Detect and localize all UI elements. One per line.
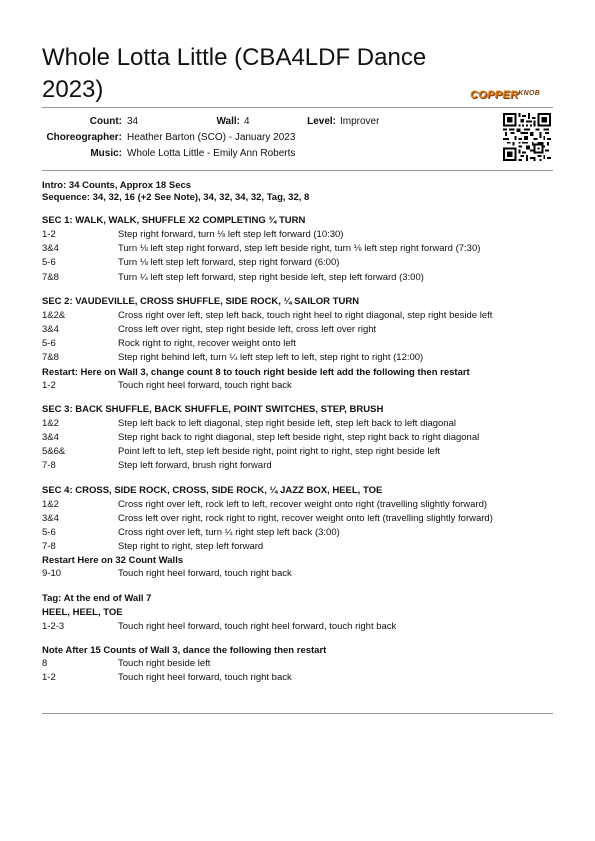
count-label: Count: [89,116,122,127]
section-1 [42,214,553,285]
tag-section [42,592,553,634]
step-row [42,242,553,256]
intro-counts: Intro: 34 Counts, Approx 18 Secs [42,180,192,191]
step-description: Rock right to right, recover weight onto left [118,338,296,350]
step-description: Step right to right, step left forward [118,541,264,553]
step-row [42,657,553,671]
step-description: Turn ¼ left step left forward, step right beside left, step left forward (3:00) [118,271,424,283]
tag-title: Tag: At the end of Wall 7 [42,592,152,604]
logo-main-text: COPPER [470,89,519,101]
section-title: SEC 2: VAUDEVILLE, CROSS SHUFFLE, SIDE ROCK, ¼ SAILOR TURN [42,295,360,307]
step-count: 8 [42,657,48,669]
step-row [42,379,553,393]
step-count: 1&2 [42,417,59,429]
step-count: 3&4 [42,324,59,336]
step-count: 3&4 [42,432,59,444]
step-row [42,417,553,431]
step-row [42,445,553,459]
step-description: Cross left over right, step right beside left, cross left over right [118,324,377,336]
step-description: Touch right heel forward, touch right heel forward, touch right back [118,620,397,632]
step-row [42,309,553,323]
step-description: Turn ⅛ left step left forward, step right forward (6:00) [118,257,340,269]
step-count: 1-2-3 [42,620,65,632]
step-count: 1-2 [42,229,56,240]
section-title: SEC 3: BACK SHUFFLE, BACK SHUFFLE, POINT SWITCHES, STEP, BRUSH [42,403,384,415]
choreographer-label: Choreographer: [46,132,122,143]
step-description: Cross right over left, step left back, touch right heel to right diagonal, step right beside left [118,309,493,321]
step-count: 7-8 [42,460,56,472]
restart-note: Restart: Here on Wall 3, change count 8 to touch right beside left add the following then restart [42,366,470,378]
section-4 [42,484,553,582]
tag-subtitle: HEEL, HEEL, TOE [42,606,123,618]
header-bottom-divider [42,170,553,171]
intro-sequence: Sequence: 34, 32, 16 (+2 See Note), 34, 32, 34, 32, Tag, 32, 8 [42,192,310,203]
step-row [42,526,553,540]
logo-sub-text: KNOB [518,90,541,97]
step-description: Cross right over left, turn ¼ right step left back (3:00) [118,527,340,539]
level-label: Level: [307,116,336,127]
page-title: Whole Lotta Little (CBA4LDF Dance 2023) [42,44,427,103]
step-count: 1-2 [42,379,56,391]
step-count: 1&2 [42,498,59,510]
step-description: Point left to left, step left beside right, point right to right, step right beside left [118,446,441,458]
section-title: SEC 1: WALK, WALK, SHUFFLE X2 COMPLETING ¾ TURN [42,215,306,226]
restart-note: Restart Here on 32 Count Walls [42,555,184,567]
step-row [42,512,553,526]
step-description: Cross left over right, rock right to right, recover weight onto left (travelling slightly forward) [118,512,493,524]
header-divider [42,107,553,108]
step-description: Step left back to left diagonal, step right beside left, step left back to left diagonal [118,417,456,429]
step-row [42,620,553,634]
wall-value: 4 [244,116,250,127]
music-value: Whole Lotta Little - Emily Ann Roberts [127,148,296,159]
section-title: SEC 4: CROSS, SIDE ROCK, CROSS, SIDE ROCK, ¼ JAZZ BOX, HEEL, TOE [42,484,383,496]
step-row [42,323,553,337]
step-description: Step left forward, brush right forward [118,460,272,472]
final-note-title: Note After 15 Counts of Wall 3, dance the following then restart [42,644,327,656]
wall-label: Wall: [216,116,240,127]
section-3 [42,403,553,474]
step-row [42,567,553,581]
step-row [42,228,553,242]
step-description: Step right back to right diagonal, step left beside right, step right back to right diagonal [118,432,480,444]
step-row [42,498,553,512]
step-count: 9-10 [42,568,62,580]
step-count: 1&2& [42,309,66,321]
step-row [42,256,553,270]
step-count: 7-8 [42,541,56,553]
count-value: 34 [127,116,139,127]
step-sheet [42,180,553,685]
step-count: 7&8 [42,352,59,364]
step-row [42,459,553,473]
step-count: 3&4 [42,512,59,524]
step-row [42,671,553,685]
music-label: Music: [90,148,122,159]
qr-code [503,113,551,161]
step-description: Step right forward, turn ⅛ left step left forward (10:30) [118,229,344,240]
final-note-section [42,644,553,685]
step-count: 1-2 [42,672,56,684]
choreographer-value: Heather Barton (SCO) - January 2023 [127,132,296,143]
step-count: 5&6& [42,446,66,458]
level-value: Improver [340,116,380,127]
step-count: 5-6 [42,338,56,350]
step-row [42,431,553,445]
step-count: 3&4 [42,243,59,255]
step-row [42,271,553,285]
step-count: 7&8 [42,271,59,283]
step-row [42,351,553,365]
step-row [42,337,553,351]
step-description: Touch right heel forward, touch right back [118,568,292,580]
step-row [42,540,553,554]
step-description: Turn ⅛ left step right forward, step left beside right, turn ⅛ left step right forward (7:30) [118,243,481,255]
step-description: Step right behind left, turn ¼ left step left to left, step right to right (12:00) [118,352,424,364]
step-count: 5-6 [42,527,56,539]
step-description: Touch right heel forward, touch right back [118,672,292,684]
footer-divider [42,713,553,714]
step-description: Cross right over left, rock left to left, recover weight onto right (travelling slightly forward) [118,498,488,510]
step-description: Touch right beside left [118,657,211,669]
section-2 [42,295,553,393]
copperknob-logo[interactable] [470,89,552,103]
step-count: 5-6 [42,257,56,269]
step-description: Touch right heel forward, touch right back [118,379,292,391]
